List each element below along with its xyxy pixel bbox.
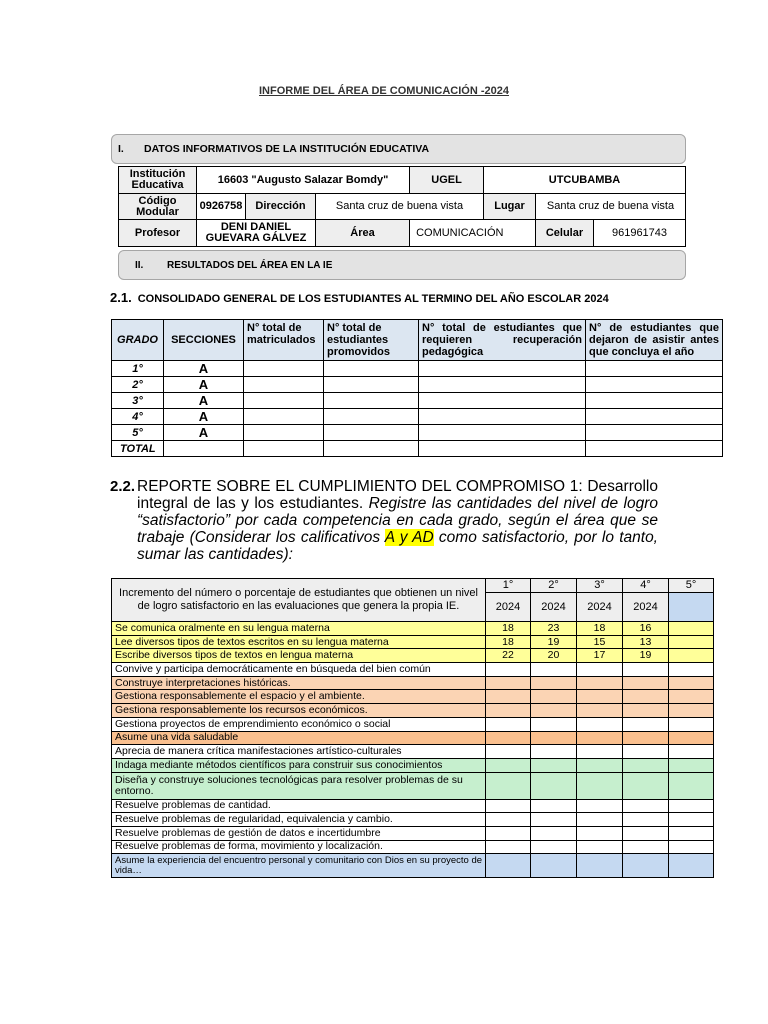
grade-value-cell (623, 826, 669, 840)
grade-value-cell (669, 772, 714, 799)
grade-value-cell (669, 854, 714, 878)
grade-value-cell (577, 840, 623, 854)
grade-header: 3° (577, 579, 623, 593)
grade-value-cell (623, 772, 669, 799)
seccion-cell: A (164, 393, 244, 409)
table-row (112, 840, 714, 854)
grade-value-cell (669, 663, 714, 677)
table-row (112, 799, 714, 813)
seccion-cell: A (164, 361, 244, 377)
grade-header: 2° (531, 579, 577, 593)
grade-value-cell (669, 826, 714, 840)
grade-value-cell (577, 826, 623, 840)
grade-header: 1° (486, 579, 531, 593)
competencia-label: Escribe diversos tipos de textos en lengua materna (112, 649, 486, 663)
codigo-label: Código Modular (119, 194, 197, 220)
grade-value-cell (669, 758, 714, 772)
section-1-header (111, 134, 686, 164)
grade-value-cell (531, 676, 577, 690)
grade-value-cell (623, 676, 669, 690)
ugel-label: UGEL (410, 167, 484, 194)
competencia-label: Gestiona responsablemente los recursos económicos. (112, 704, 486, 718)
grade-value-cell (623, 731, 669, 745)
grado-cell: 4° (112, 409, 164, 425)
grade-value-cell (486, 663, 531, 677)
grade-value-cell (486, 717, 531, 731)
total-cell: TOTAL (112, 441, 164, 457)
grado-cell: 2° (112, 377, 164, 393)
table-row (112, 676, 714, 690)
grade-value-cell (531, 840, 577, 854)
grade-value-cell (577, 690, 623, 704)
section-2-label: RESULTADOS DEL ÁREA EN LA IE (167, 259, 333, 271)
section-2-header (118, 250, 686, 280)
lugar-label: Lugar (484, 194, 536, 220)
grade-header: 4° (623, 579, 669, 593)
grade-value-cell: 18 (486, 635, 531, 649)
grade-value-cell (623, 799, 669, 813)
grade-value-cell: 17 (577, 649, 623, 663)
grade-value-cell (486, 704, 531, 718)
grade-value-cell (486, 826, 531, 840)
grade-value-cell: 22 (486, 649, 531, 663)
grade-value-cell: 15 (577, 635, 623, 649)
instruction-text-end: como satisfactorio, por lo tanto, sumar las cantidades): (137, 529, 658, 563)
grado-cell: 5° (112, 425, 164, 441)
grade-value-cell (486, 772, 531, 799)
col-secciones: SECCIONES (164, 320, 244, 361)
grade-value-cell (669, 635, 714, 649)
table-row (112, 731, 714, 745)
grade-value-cell (531, 772, 577, 799)
table-row (112, 758, 714, 772)
instruction-text: Registre las cantidades del nivel de logro “satisfactorio” por cada competencia en cada grado, según el área que se trabaje (Considerar los calificativos (137, 495, 658, 546)
grade-value-cell (531, 731, 577, 745)
info-table (118, 166, 686, 247)
grade-value-cell: 18 (577, 622, 623, 636)
ugel-value: UTCUBAMBA (484, 167, 686, 194)
grade-value-cell (531, 758, 577, 772)
table-row (112, 813, 714, 827)
grade-header: 5° (669, 579, 714, 593)
grade-value-cell (486, 799, 531, 813)
grado-cell: 1° (112, 361, 164, 377)
grade-value-cell: 13 (623, 635, 669, 649)
grade-value-cell (669, 745, 714, 759)
grade-value-cell (623, 840, 669, 854)
competencia-label: Asume la experiencia del encuentro personal y comunitario con Dios en su proyecto de vida… (112, 854, 486, 878)
highlight-calificativos: A y AD (384, 529, 434, 546)
table-row (112, 854, 714, 878)
grade-value-cell (669, 840, 714, 854)
table-row (112, 425, 723, 441)
competencia-label: Resuelve problemas de gestión de datos e incertidumbre (112, 826, 486, 840)
competencia-label: Se comunica oralmente en su lengua materna (112, 622, 486, 636)
grade-value-cell (486, 676, 531, 690)
grade-value-cell (531, 813, 577, 827)
seccion-cell: A (164, 377, 244, 393)
grade-value-cell (531, 690, 577, 704)
col-matriculados: N° total de matriculados (244, 320, 324, 361)
grade-value-cell (623, 745, 669, 759)
grade-value-cell (669, 649, 714, 663)
grade-value-cell (669, 799, 714, 813)
section-1-label: DATOS INFORMATIVOS DE LA INSTITUCIÓN EDUCATIVA (144, 143, 430, 155)
grade-value-cell (623, 813, 669, 827)
grade-value-cell (669, 813, 714, 827)
subsection-2-1-heading (110, 290, 609, 305)
consolidado-table (111, 319, 723, 457)
grade-value-cell (577, 758, 623, 772)
direccion-label: Dirección (246, 194, 316, 220)
grade-value-cell (669, 622, 714, 636)
competencias-header: Incremento del número o porcentaje de estudiantes que obtienen un nivel de logro satisfactorio en las evaluaciones que genera la propia IE. (112, 579, 486, 622)
grade-value-cell (486, 840, 531, 854)
table-row (112, 717, 714, 731)
direccion-value: Santa cruz de buena vista (316, 194, 484, 220)
seccion-cell: A (164, 409, 244, 425)
table-row (112, 622, 714, 636)
grade-value-cell (577, 772, 623, 799)
section-2-number: II. (135, 259, 144, 271)
subsection-2-1-number: 2.1. (110, 290, 132, 305)
table-row (112, 704, 714, 718)
col-promovidos: N° total de estudiantes promovidos (324, 320, 419, 361)
table-row (112, 361, 723, 377)
table-row (112, 441, 723, 457)
subsection-2-2 (110, 478, 658, 563)
area-label: Área (316, 220, 410, 247)
grade-value-cell (577, 813, 623, 827)
lugar-value: Santa cruz de buena vista (536, 194, 686, 220)
grade-value-cell (577, 745, 623, 759)
grade-value-cell: 23 (531, 622, 577, 636)
grade-value-cell (486, 745, 531, 759)
table-row (112, 377, 723, 393)
grade-value-cell: 19 (531, 635, 577, 649)
table-row (112, 663, 714, 677)
table-row (112, 745, 714, 759)
grade-value-cell: 20 (531, 649, 577, 663)
table-row (112, 409, 723, 425)
grade-value-cell (577, 731, 623, 745)
compromiso-title: REPORTE SOBRE EL CUMPLIMIENTO DEL COMPROMISO 1: Desarrollo integral de las y los estudiantes. (137, 478, 658, 512)
grade-value-cell (577, 704, 623, 718)
table-row (112, 635, 714, 649)
grade-value-cell (623, 854, 669, 878)
codigo-value: 0926758 (197, 194, 246, 220)
competencia-label: Gestiona responsablemente el espacio y el ambiente. (112, 690, 486, 704)
competencias-table (111, 578, 714, 878)
celular-label: Celular (536, 220, 594, 247)
grade-value-cell (577, 799, 623, 813)
inst-label: Institución Educativa (119, 167, 197, 194)
grade-value-cell: 18 (486, 622, 531, 636)
grade-value-cell (669, 690, 714, 704)
competencia-label: Resuelve problemas de cantidad. (112, 799, 486, 813)
grade-value-cell (531, 717, 577, 731)
table-row (112, 690, 714, 704)
grade-value-cell (669, 704, 714, 718)
table-row (112, 649, 714, 663)
col-retirados: N° de estudiantes que dejaron de asistir antes que concluya el año (586, 320, 723, 361)
grade-value-cell (577, 663, 623, 677)
grade-value-cell (531, 745, 577, 759)
year-header (669, 593, 714, 622)
grade-value-cell (531, 799, 577, 813)
seccion-cell (164, 441, 244, 457)
grade-value-cell (486, 854, 531, 878)
year-header: 2024 (623, 593, 669, 622)
celular-value: 961961743 (594, 220, 686, 247)
grade-value-cell (669, 676, 714, 690)
table-row (112, 826, 714, 840)
col-grado: GRADO (112, 320, 164, 361)
grade-value-cell (623, 690, 669, 704)
grade-value-cell (486, 813, 531, 827)
grade-value-cell (486, 731, 531, 745)
area-value: COMUNICACIÓN (410, 220, 536, 247)
grade-value-cell (577, 676, 623, 690)
subsection-2-1-label: CONSOLIDADO GENERAL DE LOS ESTUDIANTES AL TERMINO DEL AÑO ESCOLAR 2024 (137, 293, 609, 305)
col-recuperacion: N° total de estudiantes que requieren recuperación pedagógica (419, 320, 586, 361)
competencia-label: Aprecia de manera crítica manifestaciones artístico-culturales (112, 745, 486, 759)
competencia-label: Resuelve problemas de forma, movimiento y localización. (112, 840, 486, 854)
competencia-label: Asume una vida saludable (112, 731, 486, 745)
grade-value-cell (531, 704, 577, 718)
grade-value-cell: 16 (623, 622, 669, 636)
competencia-label: Lee diversos tipos de textos escritos en su lengua materna (112, 635, 486, 649)
year-header: 2024 (531, 593, 577, 622)
grade-value-cell (531, 663, 577, 677)
grado-cell: 3° (112, 393, 164, 409)
grade-value-cell (577, 854, 623, 878)
table-row (112, 772, 714, 799)
grade-value-cell (531, 826, 577, 840)
competencia-label: Indaga mediante métodos científicos para construir sus conocimientos (112, 758, 486, 772)
competencia-label: Construye interpretaciones históricas. (112, 676, 486, 690)
subsection-2-2-number: 2.2. (110, 478, 136, 495)
grade-value-cell: 19 (623, 649, 669, 663)
grade-value-cell (531, 854, 577, 878)
page-title: INFORME DEL ÁREA DE COMUNICACIÓN -2024 (259, 85, 509, 97)
grade-value-cell (623, 758, 669, 772)
year-header: 2024 (486, 593, 531, 622)
seccion-cell: A (164, 425, 244, 441)
competencia-label: Gestiona proyectos de emprendimiento económico o social (112, 717, 486, 731)
grade-value-cell (669, 717, 714, 731)
grade-value-cell (577, 717, 623, 731)
subsection-2-2-text (137, 478, 658, 563)
competencia-label: Resuelve problemas de regularidad, equivalencia y cambio. (112, 813, 486, 827)
grade-value-cell (669, 731, 714, 745)
year-header: 2024 (577, 593, 623, 622)
table-row (112, 393, 723, 409)
grade-value-cell (623, 717, 669, 731)
grade-value-cell (486, 690, 531, 704)
profesor-label: Profesor (119, 220, 197, 247)
section-1-number: I. (118, 143, 124, 155)
inst-value: 16603 "Augusto Salazar Bomdy" (197, 167, 410, 194)
grade-value-cell (486, 758, 531, 772)
competencia-label: Convive y participa democráticamente en búsqueda del bien común (112, 663, 486, 677)
competencia-label: Diseña y construye soluciones tecnológicas para resolver problemas de su entorno. (112, 772, 486, 799)
grade-value-cell (623, 704, 669, 718)
profesor-value: DENI DANIEL GUEVARA GÁLVEZ (197, 220, 316, 247)
grade-value-cell (623, 663, 669, 677)
